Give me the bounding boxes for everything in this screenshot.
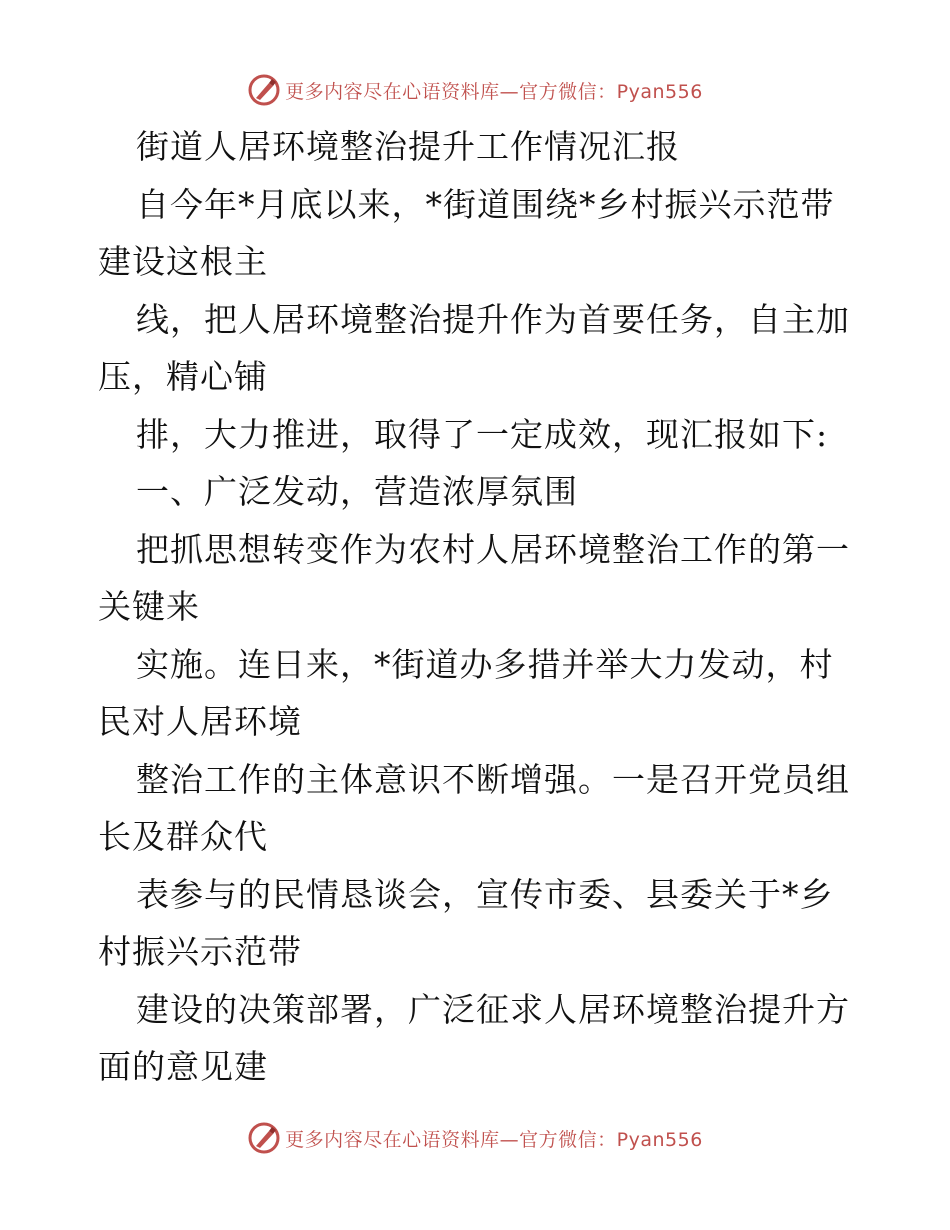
text-line: 面的意见建 (98, 1047, 268, 1086)
pen-logo-icon (247, 1121, 281, 1155)
text-line: 排，大力推进，取得了一定成效，现汇报如下: (136, 414, 829, 454)
text-line: 把抓思想转变作为农村人居环境整治工作的第一 (136, 529, 850, 569)
text-line: 关键来 (98, 587, 200, 626)
document-body (98, 118, 858, 1096)
text-line: 自今年*月底以来，*街道围绕*乡村振兴示范带 (136, 184, 835, 224)
header-watermark-banner (0, 70, 950, 110)
text-line: 建设这根主 (98, 242, 268, 281)
text-line: 线，把人居环境整治提升作为首要任务，自主加 (136, 299, 850, 339)
watermark-text: 更多内容尽在心语资料库—官方微信：Pyan556 (285, 80, 703, 103)
footer-watermark-banner (0, 1118, 950, 1158)
text-line: 村振兴示范带 (98, 932, 302, 971)
text-line: 民对人居环境 (98, 702, 302, 741)
text-line: 整治工作的主体意识不断增强。一是召开党员组 (136, 759, 850, 799)
text-line: 一、广泛发动，营造浓厚氛围 (136, 472, 578, 511)
text-line: 压，精心铺 (98, 357, 268, 396)
watermark-text: 更多内容尽在心语资料库—官方微信：Pyan556 (285, 1128, 703, 1151)
pen-logo-icon (247, 73, 281, 107)
text-line: 建设的决策部署，广泛征求人居环境整治提升方 (136, 989, 850, 1029)
text-line: 实施。连日来，*街道办多措并举大力发动，村 (136, 644, 834, 684)
text-line: 长及群众代 (98, 817, 268, 856)
text-line: 表参与的民情恳谈会，宣传市委、县委关于*乡 (136, 874, 834, 914)
text-line: 街道人居环境整治提升工作情况汇报 (136, 127, 680, 166)
